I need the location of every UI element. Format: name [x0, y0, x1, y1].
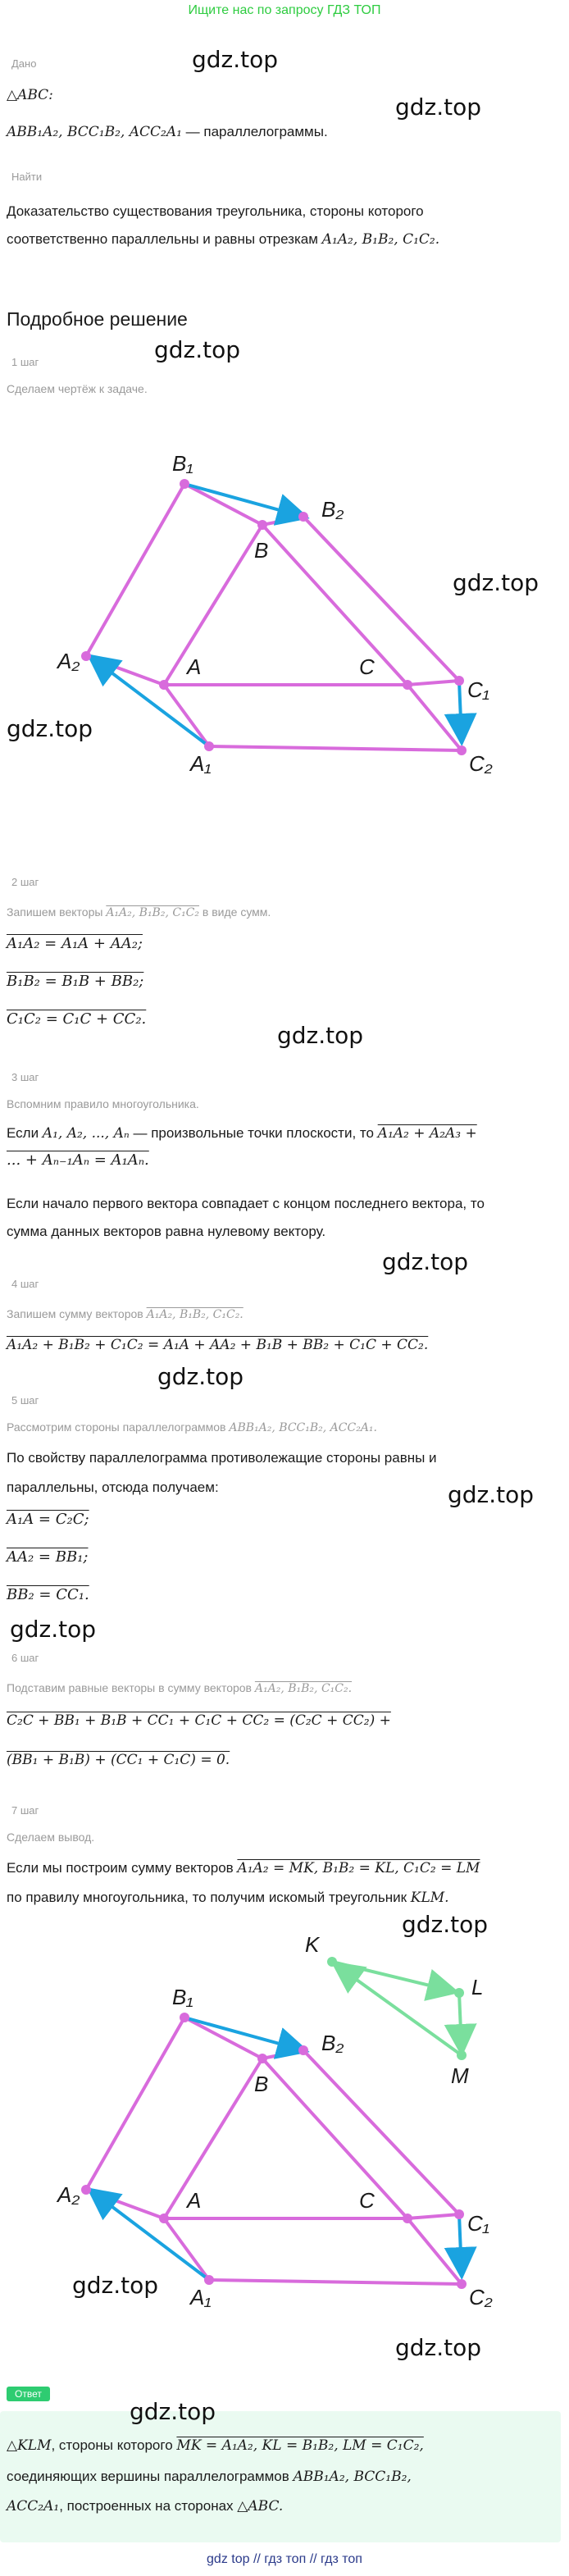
label-A1: A₁ [190, 2285, 212, 2309]
step5-line2: параллельны, отсюда получаем: [7, 1479, 219, 1495]
label-A2: A₂ [57, 649, 80, 673]
step3-tag: 3 шаг [11, 1071, 39, 1083]
watermark: gdz.top [130, 2398, 216, 2425]
step6-eq1: C₂C + BB₁ + B₁B + CC₁ + C₁C + CC₂ = (C₂C + CC₂) + [7, 1712, 391, 1729]
solution-title: Подробное решение [7, 308, 188, 330]
find-tag: Найти [11, 171, 43, 183]
watermark: gdz.top [453, 569, 539, 596]
step7-line2: по правилу многоугольника, то получим искомый треугольник KLM. [7, 1890, 449, 1906]
watermark: gdz.top [154, 336, 241, 363]
answer-tag: Ответ [7, 2387, 50, 2401]
step5-text: Рассмотрим стороны параллелограммов ABB₁A₂, BCC₁B₂, ACC₂A₁. [7, 1420, 377, 1434]
label-B1: B₁ [172, 1985, 193, 2009]
label-B2: B₂ [321, 2031, 344, 2055]
step4-eq: A₁A₂ + B₁B₂ + C₁C₂ = A₁A + AA₂ + B₁B + BB₂ + C₁C + CC₂. [7, 1337, 429, 1353]
step7-tag: 7 шаг [11, 1804, 39, 1817]
label-L: L [471, 1975, 484, 1999]
label-M: M [451, 2063, 469, 2088]
step1-text: Сделаем чертёж к задаче. [7, 382, 148, 395]
diagram-triangle-klm [0, 1919, 569, 2313]
label-C: C [359, 2188, 375, 2213]
label-A: A [187, 654, 202, 679]
watermark: gdz.top [157, 1363, 244, 1390]
step3-line1: Если A₁, A₂, ..., Aₙ — произвольные точки плоскости, то A₁A₂ + A₂A₃ + [7, 1125, 477, 1142]
step5-tag: 5 шаг [11, 1394, 39, 1407]
watermark: gdz.top [382, 1248, 469, 1275]
step4-tag: 4 шаг [11, 1278, 39, 1290]
step6-tag: 6 шаг [11, 1652, 39, 1664]
label-C1: C₁ [467, 2211, 489, 2236]
step5-line1: По свойству параллелограмма противолежащие стороны равны и [7, 1450, 437, 1466]
answer-line3: ACC₂A₁, построенных на сторонах △ABC. [7, 2498, 284, 2514]
given-line2: ABB₁A₂, BCC₁B₂, ACC₂A₁ — параллелограммы. [7, 124, 328, 140]
step7-line1: Если мы построим сумму векторов A₁A₂ = MK, B₁B₂ = KL, C₁C₂ = LM [7, 1860, 480, 1876]
given-tag: Дано [11, 57, 37, 70]
label-A1: A₁ [190, 751, 212, 776]
find-line2: соответственно параллельны и равны отрезкам A₁A₂, B₁B₂, C₁C₂. [7, 231, 440, 248]
given-line1: △ABC: [7, 87, 53, 103]
step5-eq2: AA₂ = BB₁; [7, 1548, 89, 1566]
footer-links[interactable]: gdz top // гдз топ // гдз топ [207, 2552, 362, 2566]
label-A: A [187, 2188, 202, 2213]
step3-line4: сумма данных векторов равна нулевому вектору. [7, 1224, 326, 1239]
watermark: gdz.top [448, 1481, 535, 1508]
step6-text: Подставим равные векторы в сумму векторов A₁A₂, B₁B₂, C₁C₂. [7, 1681, 353, 1695]
watermark: gdz.top [395, 93, 482, 121]
label-C1: C₁ [467, 677, 489, 702]
step4-text: Запишем сумму векторов A₁A₂, B₁B₂, C₁C₂. [7, 1307, 244, 1321]
label-C2: C₂ [469, 751, 493, 776]
step2-eq3: C₁C₂ = C₁C + CC₂. [7, 1010, 147, 1028]
watermark: gdz.top [7, 715, 93, 742]
answer-line1: △KLM, стороны которого MK = A₁A₂, KL = B₁B₂, LM = C₁C₂, [7, 2437, 424, 2454]
step3-line3: Если начало первого вектора совпадает с концом последнего вектора, то [7, 1196, 485, 1211]
label-C2: C₂ [469, 2285, 493, 2309]
top-banner[interactable]: Ищите нас по запросу ГДЗ ТОП [188, 3, 381, 17]
label-K: K [305, 1932, 320, 1957]
label-B: B [254, 2072, 269, 2096]
label-B2: B₂ [321, 497, 344, 522]
label-A2: A₂ [57, 2182, 80, 2207]
watermark: gdz.top [10, 1616, 97, 1643]
step5-eq3: BB₂ = CC₁. [7, 1586, 89, 1603]
step7-text: Сделаем вывод. [7, 1831, 95, 1844]
step3-text: Вспомним правило многоугольника. [7, 1097, 199, 1110]
label-B: B [254, 538, 269, 563]
step2-text: Запишем векторы A₁A₂, B₁B₂, C₁C₂ в виде сумм. [7, 905, 271, 919]
label-B1: B₁ [172, 451, 193, 476]
step2-eq2: B₁B₂ = B₁B + BB₂; [7, 973, 144, 990]
find-line1: Доказательство существования треугольника, стороны которого [7, 203, 424, 219]
watermark: gdz.top [72, 2272, 159, 2299]
step5-eq1: A₁A = C₂C; [7, 1511, 89, 1528]
watermark: gdz.top [395, 2334, 482, 2361]
step6-eq2: (BB₁ + B₁B) + (CC₁ + C₁C) = 0. [7, 1752, 230, 1768]
step2-eq1: A₁A₂ = A₁A + AA₂; [7, 935, 143, 952]
step2-tag: 2 шаг [11, 876, 39, 888]
watermark: gdz.top [277, 1022, 364, 1049]
step1-tag: 1 шаг [11, 356, 39, 368]
watermark: gdz.top [192, 46, 279, 73]
label-C: C [359, 654, 375, 679]
step3-line2: ... + Aₙ₋₁Aₙ = A₁Aₙ. [7, 1151, 149, 1169]
watermark: gdz.top [402, 1911, 489, 1938]
answer-line2: соединяющих вершины параллелограммов ABB₁A₂, BCC₁B₂, [7, 2469, 412, 2485]
